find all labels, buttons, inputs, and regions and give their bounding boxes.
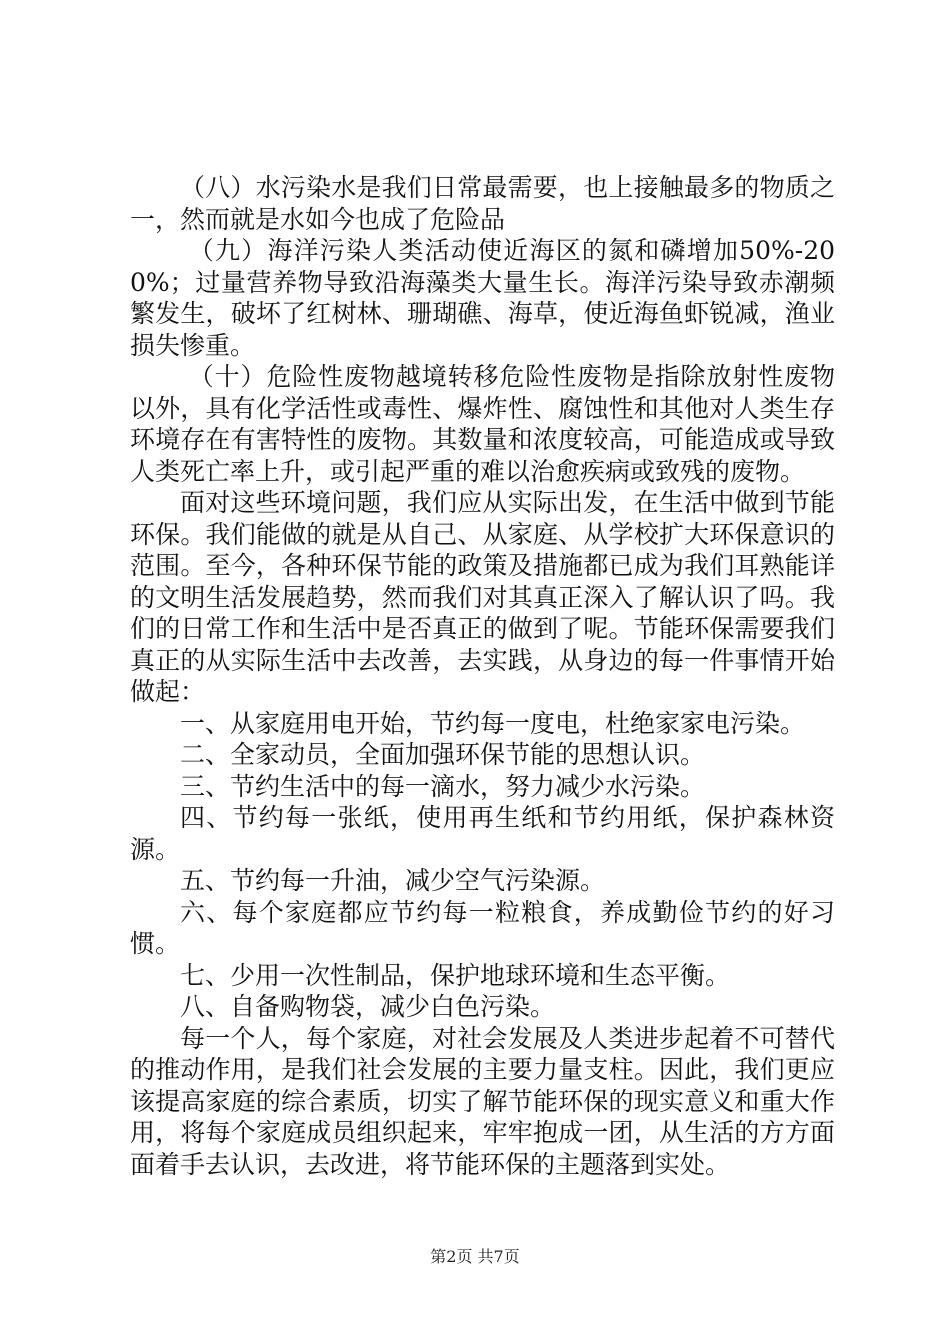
list-item: 四、节约每一张纸，使用再生纸和节约用纸，保护森林资源。 xyxy=(130,803,835,864)
paragraph-response: 面对这些环境问题，我们应从实际出发，在生活中做到节能环保。我们能做的就是从自己、从家庭、从学校扩大环保意识的范围。至今，各种环保节能的政策及措施都已成为我们耳熟能详的文明生活发展趋势，然而我们对其真正深入了解认识了吗。我们的日常工作和生活中是否真正的做到了呢。节能环保需要我们真正的从实际生活中去改善，去实践，从身边的每一件事情开始做起： xyxy=(130,488,835,706)
list-item: 七、少用一次性制品，保护地球环境和生态平衡。 xyxy=(180,960,731,990)
list-item: 一、从家庭用电开始，节约每一度电，杜绝家家电污染。 xyxy=(180,708,806,738)
body-text xyxy=(130,172,835,1180)
page-number: 第2页 共7页 xyxy=(430,1247,520,1266)
paragraph-water-pollution: （八）水污染水是我们日常最需要，也上接触最多的物质之一，然而就是水如今也成了危险品 xyxy=(130,173,835,234)
list-item: 六、每个家庭都应节约每一粒粮食，养成勤俭节约的好习惯。 xyxy=(130,897,835,958)
paragraph-hazardous-waste: （十）危险性废物越境转移危险性废物是指除放射性废物以外，具有化学活性或毒性、爆炸性、腐蚀性和其他对人类生存环境存在有害特性的废物。其数量和浓度较高，可能造成或导致人类死亡率上升，或引起严重的难以治愈疾病或致残的废物。 xyxy=(130,362,835,486)
list-item: 五、节约每一升油，减少空气污染源。 xyxy=(180,866,606,895)
list-item: 二、全家动员，全面加强环保节能的思想认识。 xyxy=(180,740,706,769)
paragraph-conclusion: 每一个人，每个家庭，对社会发展及人类进步起着不可替代的推动作用，是我们社会发展的主要力量支柱。因此，我们更应该提高家庭的综合素质，切实了解节能环保的现实意义和重大作用，将每个家庭成员组织起来，牢牢抱成一团，从生活的方方面面着手去认识，去改进，将节能环保的主题落到实处。 xyxy=(130,1023,835,1179)
list-item: 八、自备购物袋，减少白色污染。 xyxy=(180,992,556,1021)
paragraph-ocean-pollution: （九）海洋污染人类活动使近海区的氮和磷增加50%-200%；过量营养物导致沿海藻类大量生长。海洋污染导致赤潮频繁发生，破坏了红树林、珊瑚礁、海草，使近海鱼虾锐减，渔业损失惨重。 xyxy=(130,236,835,360)
list-item: 三、节约生活中的每一滴水，努力减少水污染。 xyxy=(180,771,706,801)
